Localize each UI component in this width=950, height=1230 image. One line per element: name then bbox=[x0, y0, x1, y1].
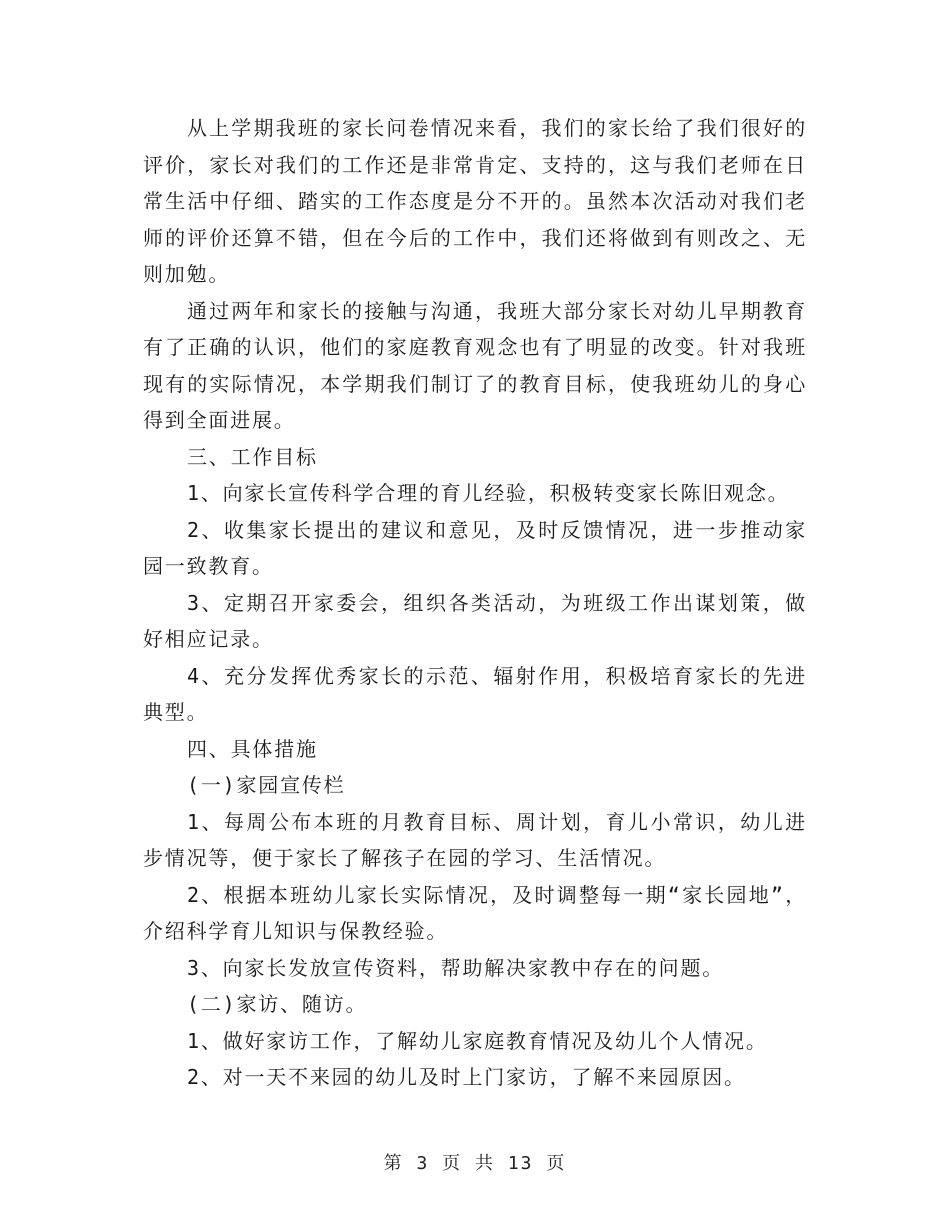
document-body bbox=[143, 110, 807, 1096]
bulletin-item-3: 3、向家长发放宣传资料，帮助解决家教中存在的问题。 bbox=[187, 955, 725, 980]
goal-item-2: 2、收集家长提出的建议和意见，及时反馈情况，进一步推动家园一致教育。 bbox=[143, 517, 807, 578]
bulletin-item-2: 2、根据本班幼儿家长实际情况，及时调整每一期“家长园地”，介绍科学育儿知识与保教经验。 bbox=[143, 882, 807, 943]
paragraph-intro-2: 通过两年和家长的接触与沟通，我班大部分家长对幼儿早期教育有了正确的认识，他们的家庭教育观念也有了明显的改变。针对我班现有的实际情况，本学期我们制订了的教育目标，使我班幼儿的身心得到全面进展。 bbox=[143, 298, 807, 432]
subsection-heading-bulletin: (一)家园宣传栏 bbox=[187, 773, 346, 797]
visit-item-1: 1、做好家访工作，了解幼儿家庭教育情况及幼儿个人情况。 bbox=[187, 1028, 768, 1053]
subsection-heading-visits: (二)家访、随访。 bbox=[187, 992, 368, 1016]
visit-item-2: 2、对一天不来园的幼儿及时上门家访，了解不来园原因。 bbox=[187, 1065, 746, 1089]
bulletin-item-1: 1、每周公布本班的月教育目标、周计划，育儿小常识，幼儿进步情况等，便于家长了解孩子在园的学习、生活情况。 bbox=[143, 809, 807, 870]
goal-item-3: 3、定期召开家委会，组织各类活动，为班级工作出谋划策，做好相应记录。 bbox=[143, 590, 807, 651]
goal-item-1: 1、向家长宣传科学合理的育儿经验，积极转变家长陈旧观念。 bbox=[187, 481, 790, 505]
section-heading-goals: 三、工作目标 bbox=[187, 444, 318, 469]
paragraph-intro-1: 从上学期我班的家长问卷情况来看，我们的家长给了我们很好的评价，家长对我们的工作还是非常肯定、支持的，这与我们老师在日常生活中仔细、踏实的工作态度是分不开的。虽然本次活动对我们老师的评价还算不错，但在今后的工作中，我们还将做到有则改之、无则加勉。 bbox=[143, 116, 807, 286]
section-heading-measures: 四、具体措施 bbox=[187, 736, 318, 761]
goal-item-4: 4、充分发挥优秀家长的示范、辐射作用，积极培育家长的先进典型。 bbox=[143, 663, 807, 724]
page-number-footer: 第 3 页 共 13 页 bbox=[383, 1153, 567, 1174]
